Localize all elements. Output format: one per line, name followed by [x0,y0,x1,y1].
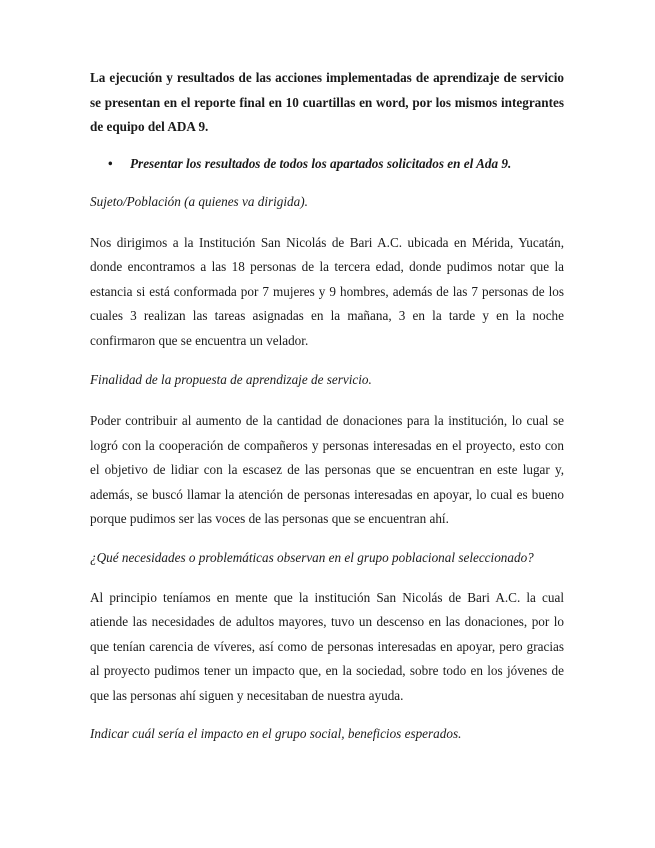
section-heading-needs: ¿Qué necesidades o problemáticas observan en el grupo poblacional seleccionado? [90,549,534,565]
section-heading-impact: Indicar cuál sería el impacto en el grupo social, beneficios esperados. [90,726,462,741]
bullet-icon: • [108,155,113,171]
bullet-item [90,154,564,174]
bullet-text: Presentar los resultados de todos los apartados solicitados en el Ada 9. [130,155,512,171]
section-body-purpose: Poder contribuir al aumento de la cantidad de donaciones para la institución, lo cual se logró con la cooperación de compañeros y personas interesadas en el proyecto, esto con el objetivo de lidiar con la escasez de las personas que se encuentran en este lugar y, además, se buscó llamar la atención de personas interesadas en apoyar, lo cual es bueno porque pudimos ser las voces de las personas que se encuentran ahí. [90,413,564,526]
section-body-population: Nos dirigimos a la Institución San Nicolás de Bari A.C. ubicada en Mérida, Yucatán, donde encontramos a las 18 personas de la tercera edad, donde pudimos notar que la estancia si está conformada por 7 mujeres y 9 hombres, además de las 7 personas de los cuales 3 realizan las tareas asignadas en la mañana, 3 en la tarde y en la noche confirmaron que se encuentra un velador. [90,234,564,348]
document-page [90,66,564,744]
section-body-needs: Al principio teníamos en mente que la institución San Nicolás de Bari A.C. la cual atiende las necesidades de adultos mayores, tuvo un descenso en las donaciones, por lo que tenían carencia de víveres, así como de personas interesadas en apoyar, pero gracias al proyecto pudimos tener un impacto que, en la sociedad, sobre todo en los jóvenes de que las personas ahí siguen y necesitaban de nuestra ayuda. [90,589,564,703]
intro-paragraph: La ejecución y resultados de las acciones implementadas de aprendizaje de servicio se presentan en el reporte final en 10 cuartillas en word, por los mismos integrantes de equipo del ADA 9. [90,70,564,134]
section-heading-population: Sujeto/Población (a quienes va dirigida). [90,193,308,209]
section-heading-purpose: Finalidad de la propuesta de aprendizaje de servicio. [90,372,372,387]
